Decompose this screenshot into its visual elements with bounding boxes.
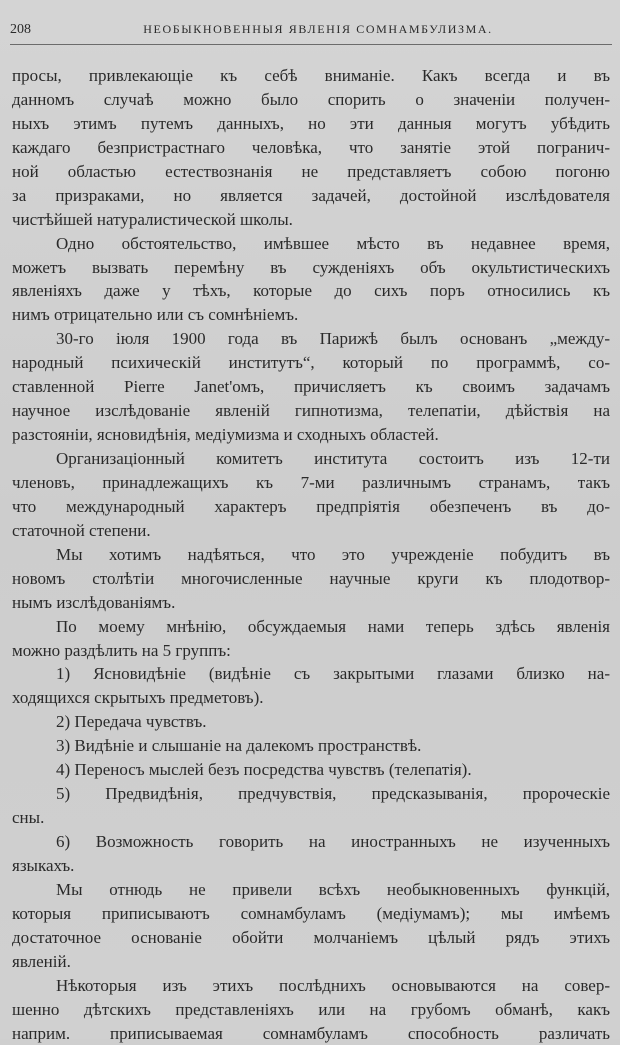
text-line: сны.: [12, 806, 610, 830]
text-line: разстояніи, ясновидѣнія, медіумизма и сходныхъ областей.: [12, 423, 610, 447]
text-line: шенно дѣтскихъ представленіяхъ или на грубомъ обманѣ, какъ: [12, 998, 610, 1022]
text-line: 30-го іюля 1900 года въ Парижѣ былъ основанъ „между-: [12, 327, 610, 351]
text-line: новомъ столѣтіи многочисленные научные круги къ плодотвор-: [12, 567, 610, 591]
text-line: каждаго безпристрастнаго человѣка, что занятіе этой погранич-: [12, 136, 610, 160]
text-line: данномъ случаѣ можно было спорить о значеніи получен-: [12, 88, 610, 112]
text-line: 1) Ясновидѣніе (видѣніе съ закрытыми глазами близко на-: [12, 662, 610, 686]
text-line: статочной степени.: [12, 519, 610, 543]
text-line: нымъ изслѣдованіямъ.: [12, 591, 610, 615]
text-line: Одно обстоятельство, имѣвшее мѣсто въ недавнее время,: [12, 232, 610, 256]
text-line: По моему мнѣнію, обсуждаемыя нами теперь здѣсь явленія: [12, 615, 610, 639]
text-line: 4) Переносъ мыслей безъ посредства чувствъ (телепатія).: [12, 758, 610, 782]
text-line: научное изслѣдованіе явленій гипнотизма, телепатіи, дѣйствія на: [12, 399, 610, 423]
text-line: можно раздѣлить на 5 группъ:: [12, 639, 610, 663]
text-line: Организаціонный комитетъ института состоитъ изъ 12-ти: [12, 447, 610, 471]
text-line: можетъ вызвать перемѣну въ сужденіяхъ объ окультистическихъ: [12, 256, 610, 280]
text-line: что международный характеръ предпріятія обезпеченъ въ до-: [12, 495, 610, 519]
text-line: Мы отнюдь не привели всѣхъ необыкновенныхъ функцій,: [12, 878, 610, 902]
text-line: народный психическій институтъ“, который по программѣ, со-: [12, 351, 610, 375]
page-number: 208: [10, 22, 46, 38]
text-line: Мы хотимъ надѣяться, что это учрежденіе побудитъ въ: [12, 543, 610, 567]
text-line: ставленной Pierre Janet'омъ, причисляетъ къ своимъ задачамъ: [12, 375, 610, 399]
text-line: членовъ, принадлежащихъ къ 7-ми различнымъ странамъ, такъ: [12, 471, 610, 495]
text-line: 3) Видѣніе и слышаніе на далекомъ пространствѣ.: [12, 734, 610, 758]
page-text: [12, 64, 610, 1045]
text-line: ныхъ этимъ путемъ данныхъ, но эти данныя могутъ убѣдить: [12, 112, 610, 136]
text-line: достаточное основаніе обойти молчаніемъ цѣлый рядъ этихъ: [12, 926, 610, 950]
running-title: НЕОБЫКНОВЕННЫЯ ЯВЛЕНІЯ СОМНАМБУЛИЗМА.: [46, 22, 610, 37]
text-line: явленіяхъ даже у тѣхъ, которые до сихъ поръ относились къ: [12, 279, 610, 303]
text-line: ходящихся скрытыхъ предметовъ).: [12, 686, 610, 710]
text-line: наприм. приписываемая сомнамбуламъ способность различать: [12, 1022, 610, 1045]
text-line: чистѣйшей натуралистической школы.: [12, 208, 610, 232]
text-line: 6) Возможность говорить на иностранныхъ не изученныхъ: [12, 830, 610, 854]
text-line: 5) Предвидѣнія, предчувствія, предсказыванія, пророческіе: [12, 782, 610, 806]
header-rule: [10, 44, 612, 45]
text-line: за призраками, но является задачей, достойной изслѣдователя: [12, 184, 610, 208]
text-line: явленій.: [12, 950, 610, 974]
text-line: просы, привлекающіе къ себѣ вниманіе. Какъ всегда и въ: [12, 64, 610, 88]
text-line: нимъ отрицательно или съ сомнѣніемъ.: [12, 303, 610, 327]
text-line: Нѣкоторыя изъ этихъ послѣднихъ основываются на совер-: [12, 974, 610, 998]
text-line: 2) Передача чувствъ.: [12, 710, 610, 734]
running-header: [10, 22, 610, 38]
text-line: языкахъ.: [12, 854, 610, 878]
text-line: ной областью естествознанія не представляетъ собою погоню: [12, 160, 610, 184]
text-line: которыя приписываютъ сомнамбуламъ (медіумамъ); мы имѣемъ: [12, 902, 610, 926]
